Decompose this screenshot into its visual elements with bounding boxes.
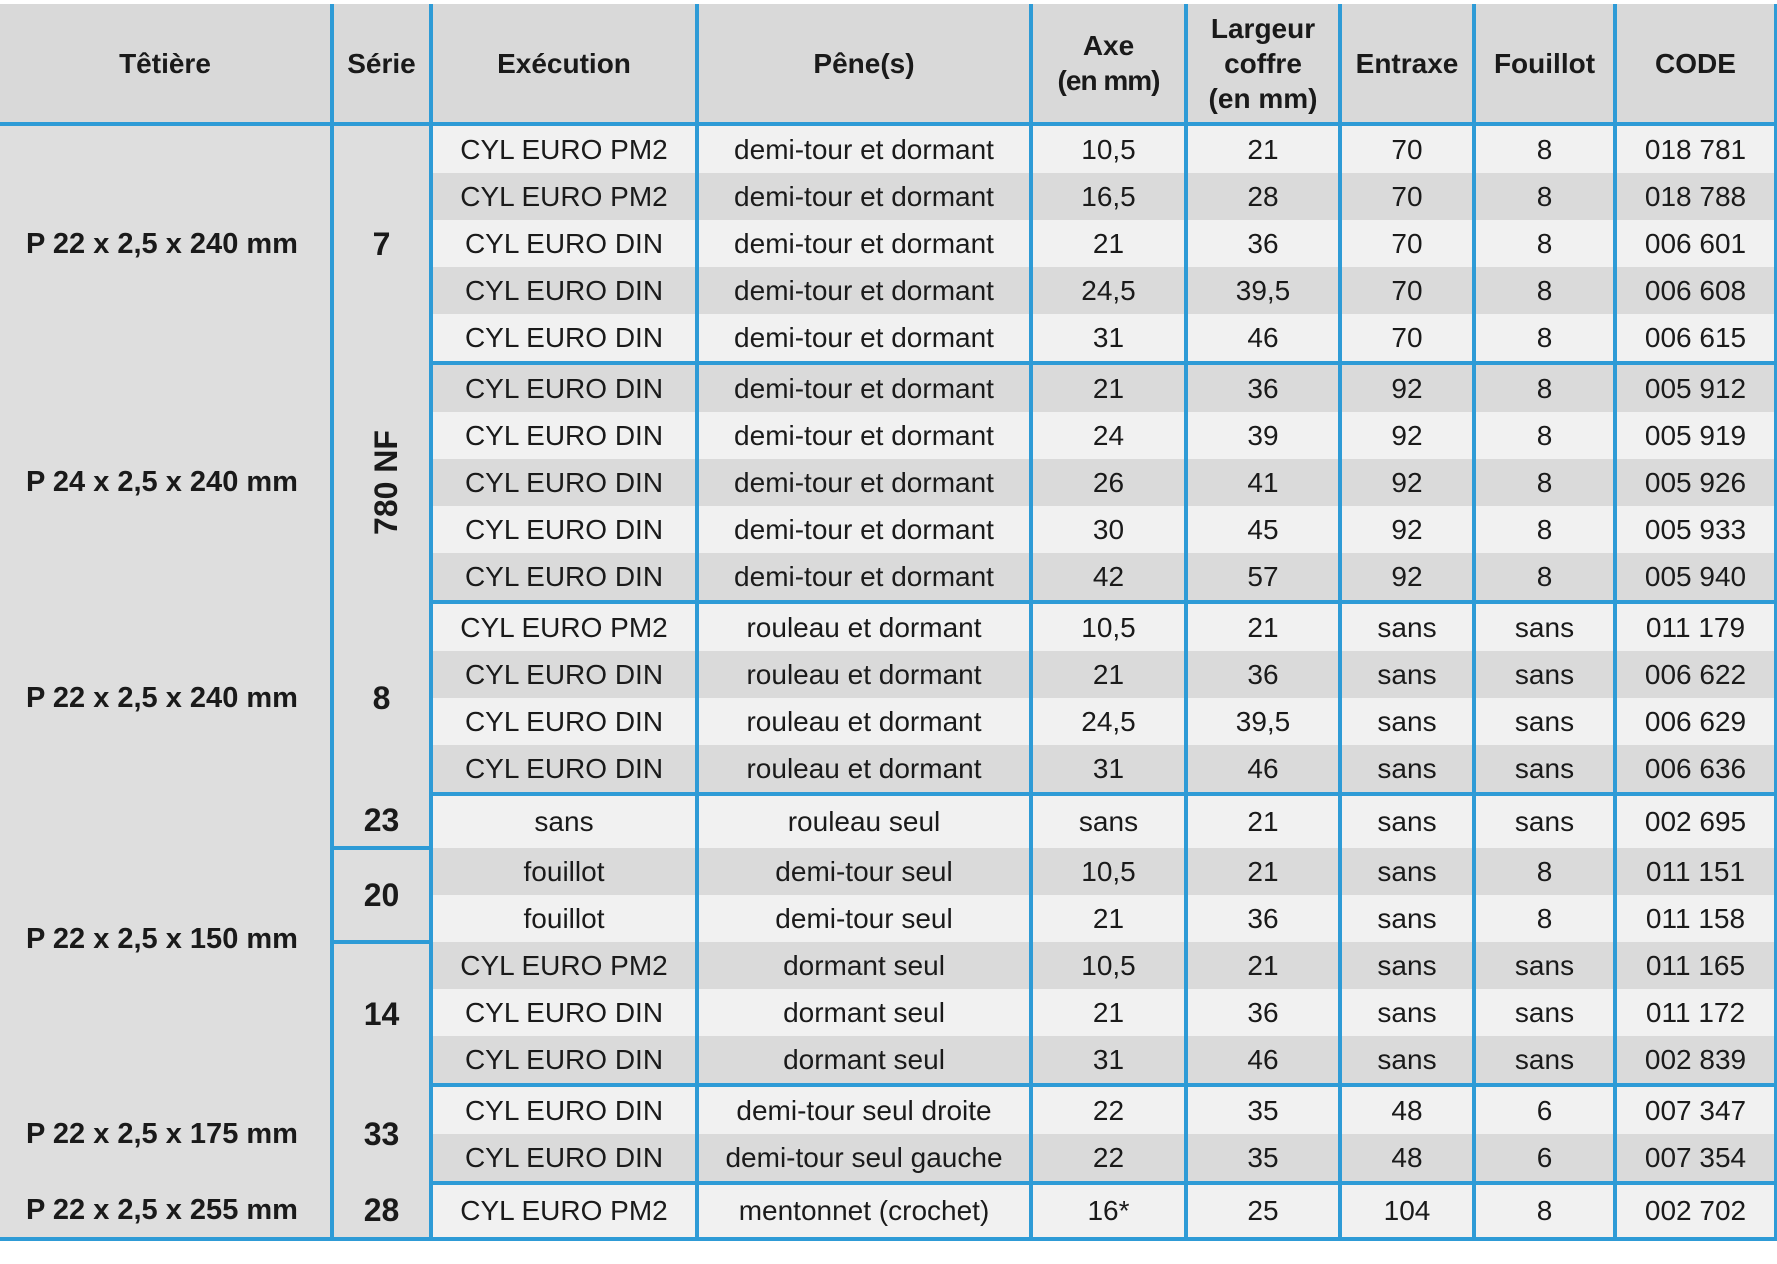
cell-axe: 10,5 [1031, 124, 1186, 173]
cell-largeur: 45 [1186, 506, 1340, 553]
cell-execution: CYL EURO DIN [431, 363, 697, 412]
cell-execution: CYL EURO DIN [431, 989, 697, 1036]
cell-axe: 31 [1031, 745, 1186, 794]
cell-fouillot: sans [1474, 942, 1615, 989]
cell-fouillot: 8 [1474, 220, 1615, 267]
header-pene: Pêne(s) [697, 4, 1031, 124]
cell-fouillot: 8 [1474, 848, 1615, 895]
cell-code: 018 788 [1615, 173, 1776, 220]
cell-pene: rouleau et dormant [697, 602, 1031, 651]
cell-execution: CYL EURO DIN [431, 553, 697, 602]
cell-code: 011 151 [1615, 848, 1776, 895]
cell-code: 005 926 [1615, 459, 1776, 506]
tetiere-cell: P 24 x 2,5 x 240 mm [0, 363, 332, 602]
cell-fouillot: 6 [1474, 1134, 1615, 1183]
cell-largeur: 46 [1186, 1036, 1340, 1085]
cell-axe: 42 [1031, 553, 1186, 602]
cell-code: 011 158 [1615, 895, 1776, 942]
cell-pene: demi-tour et dormant [697, 220, 1031, 267]
cell-fouillot: 8 [1474, 363, 1615, 412]
tetiere-cell: P 22 x 2,5 x 255 mm [0, 1183, 332, 1239]
cell-execution: CYL EURO PM2 [431, 942, 697, 989]
cell-code: 006 622 [1615, 651, 1776, 698]
serie-cell: 8 [332, 602, 431, 794]
cell-execution: CYL EURO DIN [431, 412, 697, 459]
cell-fouillot: 8 [1474, 1183, 1615, 1239]
cell-largeur: 21 [1186, 848, 1340, 895]
cell-pene: demi-tour seul droite [697, 1085, 1031, 1134]
cell-fouillot: sans [1474, 794, 1615, 848]
cell-pene: rouleau et dormant [697, 651, 1031, 698]
table-row [0, 794, 1776, 848]
cell-pene: dormant seul [697, 1036, 1031, 1085]
cell-fouillot: 8 [1474, 124, 1615, 173]
cell-fouillot: 8 [1474, 553, 1615, 602]
cell-axe: 24 [1031, 412, 1186, 459]
cell-entraxe: sans [1340, 942, 1474, 989]
cell-entraxe: sans [1340, 848, 1474, 895]
cell-code: 006 615 [1615, 314, 1776, 363]
serie-cell: 20 [332, 848, 431, 942]
cell-execution: CYL EURO DIN [431, 506, 697, 553]
header-largeur-line3: (en mm) [1208, 82, 1318, 114]
cell-pene: dormant seul [697, 942, 1031, 989]
serie-cell: 33 [332, 1085, 431, 1183]
serie-cell: 23 [332, 794, 431, 848]
cell-execution: CYL EURO DIN [431, 745, 697, 794]
cell-largeur: 21 [1186, 794, 1340, 848]
cell-pene: demi-tour et dormant [697, 314, 1031, 363]
cell-code: 018 781 [1615, 124, 1776, 173]
cell-axe: 10,5 [1031, 848, 1186, 895]
cell-execution: CYL EURO DIN [431, 459, 697, 506]
cell-entraxe: 92 [1340, 412, 1474, 459]
cell-axe: 10,5 [1031, 602, 1186, 651]
cell-fouillot: sans [1474, 602, 1615, 651]
cell-fouillot: sans [1474, 745, 1615, 794]
serie-label-vertical: 780 NF [367, 430, 404, 535]
table-row [0, 1085, 1776, 1134]
cell-entraxe: sans [1340, 895, 1474, 942]
cell-pene: mentonnet (crochet) [697, 1183, 1031, 1239]
cell-axe: 10,5 [1031, 942, 1186, 989]
cell-axe: 24,5 [1031, 698, 1186, 745]
cell-largeur: 36 [1186, 651, 1340, 698]
cell-execution: CYL EURO DIN [431, 220, 697, 267]
cell-largeur: 46 [1186, 745, 1340, 794]
cell-pene: rouleau seul [697, 794, 1031, 848]
header-axe-line1: Axe [1082, 30, 1135, 61]
table-row [0, 124, 1776, 173]
header-largeur [1186, 4, 1340, 124]
cell-axe: 26 [1031, 459, 1186, 506]
cell-largeur: 21 [1186, 602, 1340, 651]
cell-execution: CYL EURO DIN [431, 1085, 697, 1134]
cell-code: 002 839 [1615, 1036, 1776, 1085]
cell-execution: CYL EURO DIN [431, 314, 697, 363]
tetiere-cell: P 22 x 2,5 x 150 mm [0, 794, 332, 1085]
cell-entraxe: sans [1340, 698, 1474, 745]
cell-entraxe: 70 [1340, 314, 1474, 363]
cell-pene: demi-tour et dormant [697, 412, 1031, 459]
header-axe-line2: (en mm) [1057, 65, 1160, 96]
cell-execution: CYL EURO PM2 [431, 1183, 697, 1239]
cell-fouillot: 8 [1474, 267, 1615, 314]
tetiere-cell: P 22 x 2,5 x 240 mm [0, 124, 332, 363]
cell-largeur: 21 [1186, 942, 1340, 989]
cell-code: 005 912 [1615, 363, 1776, 412]
cell-largeur: 36 [1186, 989, 1340, 1036]
cell-pene: demi-tour et dormant [697, 553, 1031, 602]
cell-axe: 21 [1031, 989, 1186, 1036]
cell-axe: sans [1031, 794, 1186, 848]
cell-pene: rouleau et dormant [697, 745, 1031, 794]
header-serie: Série [332, 4, 431, 124]
header-axe [1031, 4, 1186, 124]
cell-code: 006 601 [1615, 220, 1776, 267]
cell-pene: demi-tour et dormant [697, 459, 1031, 506]
cell-pene: demi-tour et dormant [697, 506, 1031, 553]
cell-fouillot: 8 [1474, 895, 1615, 942]
cell-code: 006 629 [1615, 698, 1776, 745]
header-largeur-line1: Largeur [1210, 12, 1316, 44]
cell-code: 005 940 [1615, 553, 1776, 602]
cell-entraxe: sans [1340, 745, 1474, 794]
cell-pene: dormant seul [697, 989, 1031, 1036]
cell-entraxe: sans [1340, 989, 1474, 1036]
cell-code: 011 179 [1615, 602, 1776, 651]
cell-execution: CYL EURO PM2 [431, 602, 697, 651]
table-body [0, 124, 1776, 1239]
cell-execution: fouillot [431, 895, 697, 942]
cell-largeur: 41 [1186, 459, 1340, 506]
cell-pene: demi-tour seul [697, 848, 1031, 895]
cell-execution: CYL EURO PM2 [431, 173, 697, 220]
cell-largeur: 36 [1186, 895, 1340, 942]
cell-execution: CYL EURO PM2 [431, 124, 697, 173]
cell-axe: 24,5 [1031, 267, 1186, 314]
serie-cell: 7 [332, 124, 431, 363]
cell-fouillot: sans [1474, 698, 1615, 745]
cell-entraxe: 48 [1340, 1134, 1474, 1183]
cell-execution: CYL EURO DIN [431, 1036, 697, 1085]
cell-largeur: 36 [1186, 220, 1340, 267]
cell-code: 007 347 [1615, 1085, 1776, 1134]
cell-execution: CYL EURO DIN [431, 1134, 697, 1183]
cell-pene: demi-tour et dormant [697, 363, 1031, 412]
cell-entraxe: 48 [1340, 1085, 1474, 1134]
cell-code: 006 608 [1615, 267, 1776, 314]
cell-entraxe: sans [1340, 1036, 1474, 1085]
cell-fouillot: 8 [1474, 314, 1615, 363]
cell-axe: 22 [1031, 1085, 1186, 1134]
cell-execution: CYL EURO DIN [431, 651, 697, 698]
serie-cell: 28 [332, 1183, 431, 1239]
cell-entraxe: 92 [1340, 506, 1474, 553]
cell-execution: fouillot [431, 848, 697, 895]
cell-axe: 30 [1031, 506, 1186, 553]
cell-code: 002 702 [1615, 1183, 1776, 1239]
cell-execution: CYL EURO DIN [431, 267, 697, 314]
cell-axe: 21 [1031, 220, 1186, 267]
header-code: CODE [1615, 4, 1776, 124]
header-largeur-line2: coffre [1224, 47, 1302, 79]
cell-pene: demi-tour seul [697, 895, 1031, 942]
cell-axe: 16,5 [1031, 173, 1186, 220]
cell-fouillot: sans [1474, 651, 1615, 698]
cell-largeur: 28 [1186, 173, 1340, 220]
cell-axe: 31 [1031, 1036, 1186, 1085]
cell-largeur: 39,5 [1186, 698, 1340, 745]
header-execution: Exécution [431, 4, 697, 124]
cell-execution: sans [431, 794, 697, 848]
cell-fouillot: sans [1474, 1036, 1615, 1085]
cell-fouillot: 6 [1474, 1085, 1615, 1134]
cell-pene: rouleau et dormant [697, 698, 1031, 745]
cell-axe: 21 [1031, 895, 1186, 942]
tetiere-cell: P 22 x 2,5 x 240 mm [0, 602, 332, 794]
header-fouillot: Fouillot [1474, 4, 1615, 124]
serie-cell [332, 363, 431, 602]
cell-largeur: 21 [1186, 124, 1340, 173]
cell-largeur: 39,5 [1186, 267, 1340, 314]
cell-code: 002 695 [1615, 794, 1776, 848]
product-table [0, 4, 1777, 1241]
cell-pene: demi-tour seul gauche [697, 1134, 1031, 1183]
table-row [0, 602, 1776, 651]
cell-largeur: 25 [1186, 1183, 1340, 1239]
cell-largeur: 57 [1186, 553, 1340, 602]
tetiere-cell: P 22 x 2,5 x 175 mm [0, 1085, 332, 1183]
cell-entraxe: sans [1340, 794, 1474, 848]
cell-entraxe: 70 [1340, 220, 1474, 267]
cell-fouillot: 8 [1474, 506, 1615, 553]
cell-axe: 22 [1031, 1134, 1186, 1183]
cell-largeur: 39 [1186, 412, 1340, 459]
cell-code: 005 933 [1615, 506, 1776, 553]
cell-pene: demi-tour et dormant [697, 173, 1031, 220]
cell-pene: demi-tour et dormant [697, 267, 1031, 314]
cell-largeur: 46 [1186, 314, 1340, 363]
cell-entraxe: 104 [1340, 1183, 1474, 1239]
cell-code: 011 165 [1615, 942, 1776, 989]
cell-fouillot: 8 [1474, 412, 1615, 459]
cell-code: 006 636 [1615, 745, 1776, 794]
header-tetiere: Têtière [0, 4, 332, 124]
header-entraxe: Entraxe [1340, 4, 1474, 124]
cell-axe: 21 [1031, 651, 1186, 698]
cell-execution: CYL EURO DIN [431, 698, 697, 745]
cell-axe: 31 [1031, 314, 1186, 363]
cell-axe: 21 [1031, 363, 1186, 412]
header-row [0, 4, 1776, 124]
cell-entraxe: 70 [1340, 124, 1474, 173]
serie-cell: 14 [332, 942, 431, 1085]
cell-fouillot: sans [1474, 989, 1615, 1036]
cell-code: 007 354 [1615, 1134, 1776, 1183]
cell-code: 011 172 [1615, 989, 1776, 1036]
cell-fouillot: 8 [1474, 459, 1615, 506]
table-row [0, 363, 1776, 412]
cell-code: 005 919 [1615, 412, 1776, 459]
cell-entraxe: sans [1340, 651, 1474, 698]
cell-largeur: 35 [1186, 1085, 1340, 1134]
table-row [0, 1183, 1776, 1239]
cell-entraxe: 92 [1340, 553, 1474, 602]
cell-entraxe: 92 [1340, 459, 1474, 506]
cell-largeur: 36 [1186, 363, 1340, 412]
cell-entraxe: sans [1340, 602, 1474, 651]
cell-axe: 16* [1031, 1183, 1186, 1239]
cell-entraxe: 92 [1340, 363, 1474, 412]
cell-largeur: 35 [1186, 1134, 1340, 1183]
cell-pene: demi-tour et dormant [697, 124, 1031, 173]
cell-fouillot: 8 [1474, 173, 1615, 220]
cell-entraxe: 70 [1340, 173, 1474, 220]
cell-entraxe: 70 [1340, 267, 1474, 314]
